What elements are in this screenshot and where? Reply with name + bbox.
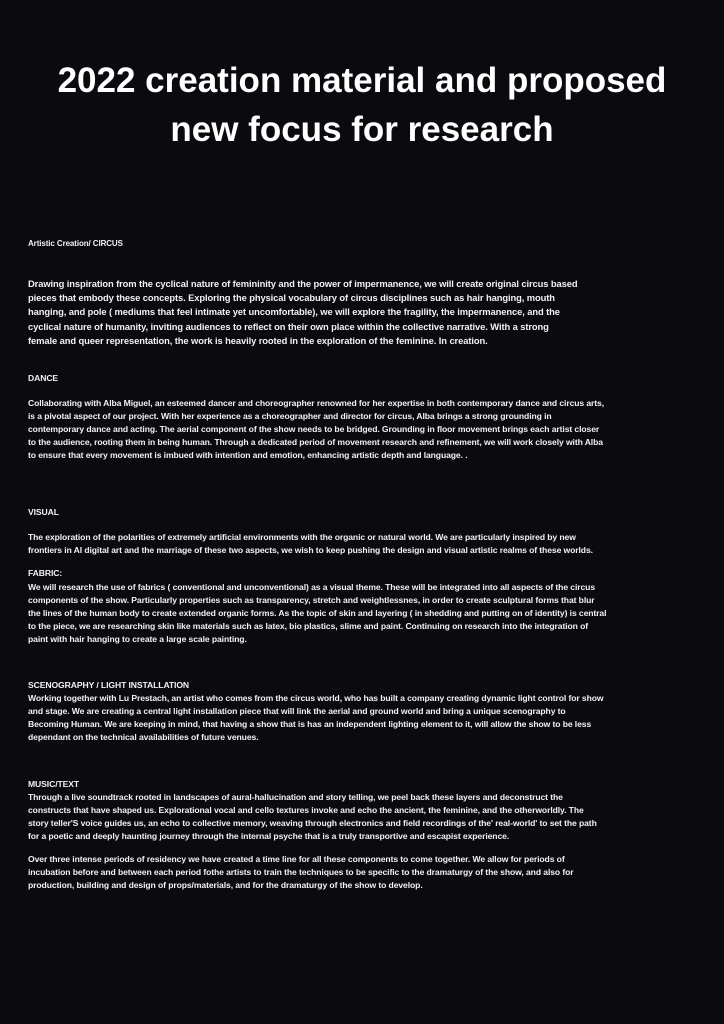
dance-paragraph	[28, 397, 604, 462]
text-line: We will research the use of fabrics ( conventional and unconventional) as a visual theme. These will be integrated into all aspects of the circus	[28, 582, 596, 592]
text-line: Drawing inspiration from the cyclical nature of femininity and the power of impermanence, we will create original circus based	[28, 278, 578, 289]
dance-heading: DANCE	[28, 373, 59, 383]
text-line: female and queer representation, the work is heavily rooted in the exploration of the feminine. In creation.	[28, 334, 488, 346]
scenography-heading: SCENOGRAPHY / LIGHT INSTALLATION	[28, 680, 190, 690]
text-line: pieces that embody these concepts. Exploring the physical vocabulary of circus disciplines such as hair hanging, mouth	[28, 292, 555, 304]
text-line: is a pivotal aspect of our project. With her experience as a choreographer and director for circus, Alba brings a strong grounding in	[28, 411, 552, 421]
scenography-paragraph	[28, 692, 603, 744]
visual-paragraph	[28, 531, 593, 557]
text-line: dependant on the technical availabilities of future venues.	[28, 732, 259, 742]
text-line: cyclical nature of humanity, inviting audiences to reflect on their own place within the collective narrative. With a strong	[28, 320, 549, 332]
page-title	[0, 56, 724, 154]
circus-paragraph	[28, 277, 578, 348]
text-line: Through a live soundtrack rooted in landscapes of aural-hallucination and story telling, we peel back these layers and deconstruct the	[28, 792, 563, 802]
title-line-2: new focus for research	[170, 110, 554, 149]
title-line-1: 2022 creation material and proposed	[57, 61, 667, 100]
text-line: paint with hair hanging to create a large scale painting.	[28, 634, 247, 644]
text-line: hanging, and pole ( mediums that feel intimate yet uncomfortable), we will explore the fragility, the impermanence, and the	[28, 306, 560, 318]
text-line: Over three intense periods of residency we have created a time line for all these components to come together. We allow for periods of	[28, 854, 565, 864]
text-line: the lines of the human body to create extended organic forms. As the topic of skin and layering ( in shedding and putting on of identity) is central	[28, 608, 607, 618]
text-line: to ensure that every movement is imbued with intention and emotion, enhancing artistic depth and language. .	[28, 450, 468, 460]
text-line: Working together with Lu Prestach, an artist who comes from the circus world, who has built a company creating dynamic light control for show	[28, 693, 604, 703]
text-line: components of the show. Particularly properties such as transparency, stretch and weightlessnes, in order to create sculptural forms that blur	[28, 595, 595, 605]
circus-heading: Artistic Creation/ CIRCUS	[28, 239, 123, 248]
text-line: incubation before and between each period fothe artists to train the techniques to be specific to the dramaturgy of the show, and also for	[28, 867, 574, 877]
text-line: production, building and design of props/materials, and for the dramaturgy of the show to develop.	[28, 880, 423, 890]
fabric-paragraph	[28, 581, 606, 646]
text-line: and stage. We are creating a central light installation piece that will link the aerial and ground world and bring a unique scenography to	[28, 706, 566, 716]
visual-heading: VISUAL	[28, 507, 59, 517]
text-line: for a poetic and deeply haunting journey through the internal psyche that is a truly transportive and escapist experience.	[28, 831, 510, 841]
fabric-heading: FABRIC:	[28, 568, 63, 578]
text-line: constructs that have shaped us. Explorational vocal and cello textures invoke and echo the ancient, the feminine, and the otherworldly. The	[28, 805, 584, 815]
text-line: frontiers in AI digital art and the marriage of these two aspects, we wish to keep pushing the design and visual artistic realms of these worlds.	[28, 545, 593, 555]
music-heading: MUSIC/TEXT	[28, 779, 80, 789]
text-line: to the piece, we are researching skin like materials such as latex, bio plastics, slime and paint. Continuing on research into the integration of	[28, 621, 589, 631]
text-line: to the audience, rooting them in being human. Through a dedicated period of movement research and refinement, we will work closely with Alba	[28, 437, 603, 447]
timeline-paragraph	[28, 853, 574, 892]
text-line: Becoming Human. We are keeping in mind, that having a show that is has an independent lighting element to it, will allow the show to be less	[28, 719, 592, 729]
text-line: contemporary dance and acting. The aerial component of the show needs to be bridged. Grounding in floor movement brings each artist closer	[28, 424, 600, 434]
text-line: story teller'S voice guides us, an echo to collective memory, weaving through electronics and field recordings of the' real-world' to set the path	[28, 818, 597, 828]
text-line: Collaborating with Alba Miguel, an esteemed dancer and choreographer renowned for her expertise in both contemporary dance and circus arts,	[28, 398, 605, 408]
text-line: The exploration of the polarities of extremely artificial environments with the organic or natural world. We are particularly inspired by new	[28, 532, 576, 542]
music-paragraph	[28, 791, 597, 843]
